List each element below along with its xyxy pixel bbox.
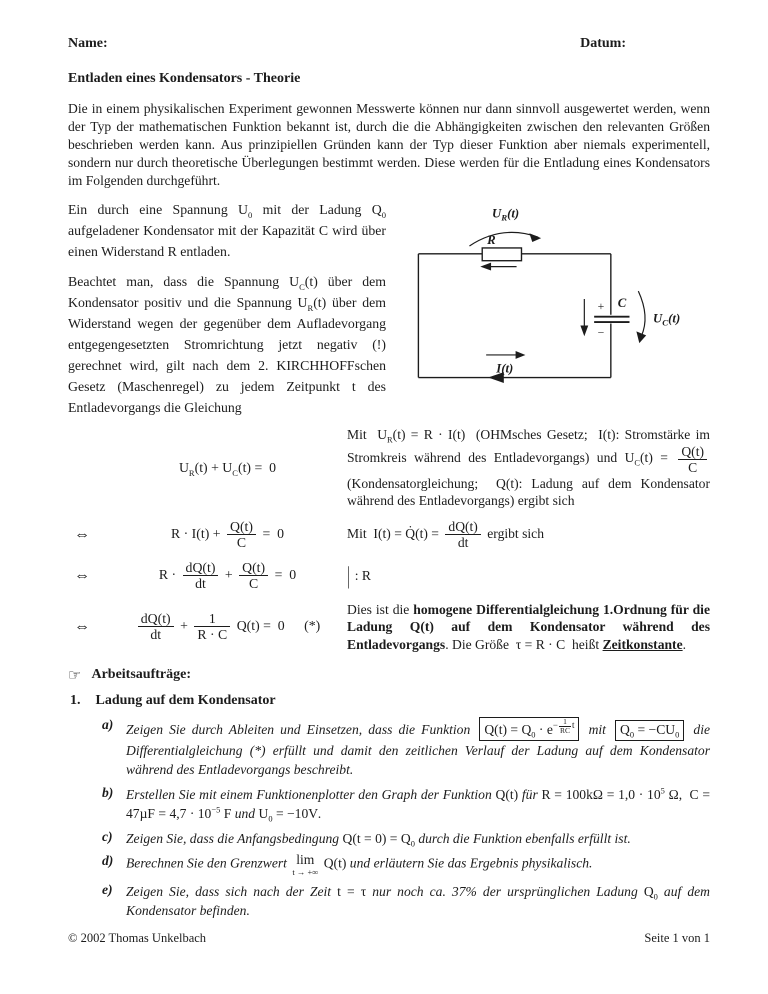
eq3-plus: + xyxy=(224,566,233,582)
fraction-dq-dt xyxy=(138,611,174,643)
item-c-text-2: durch die Funktion ebenfalls erfüllt ist. xyxy=(418,830,631,846)
resistor-label: R xyxy=(487,233,496,248)
equation-4 xyxy=(120,611,335,643)
item-c-text-1: Zeigen Sie, dass die Anfangsbedingung xyxy=(126,830,340,846)
item-e-text-2: nur noch ca. 37% der ursprünglichen Ladung xyxy=(372,883,638,899)
item-b-text-3: und xyxy=(234,806,256,822)
formula-lead: $Q(t) = Q_0 \cdot e$ xyxy=(484,722,553,740)
exponent-minus: − xyxy=(552,720,558,731)
fraction-q-over-c xyxy=(227,519,256,551)
exponent xyxy=(553,718,575,734)
circuit-wires xyxy=(418,254,610,378)
fraction-denominator: C xyxy=(249,576,259,592)
fraction-one-over-rc xyxy=(194,611,230,643)
fraction-dq-dt xyxy=(183,560,219,592)
paragraph-capacitor-charge: Ein durch eine Spannung $U_0$ mit der Ladung $Q_0$ aufgeladener Kondensator mit der Kapazität C wird über einen Widerstand R entladen. xyxy=(68,202,387,259)
capacitor-arrowhead-icon xyxy=(580,326,588,337)
fraction-denominator: C xyxy=(236,535,247,551)
section-1-heading xyxy=(68,693,710,709)
math-t-tau: t = τ xyxy=(337,883,367,899)
eq3-tail: = 0 xyxy=(274,566,297,582)
item-a-text-2: mit xyxy=(588,722,606,738)
exponent-t: t xyxy=(571,720,575,731)
item-label: a) xyxy=(102,717,114,733)
fraction-denominator: dt xyxy=(195,576,206,592)
item-a-text-1: Zeigen Sie durch Ableiten und Einsetzen, dass die Funktion xyxy=(126,722,471,738)
eq4-tail: Q(t) = 0 xyxy=(236,618,285,634)
two-column-section xyxy=(68,199,710,418)
item-text xyxy=(126,785,710,824)
fraction-dq-dt xyxy=(445,519,480,550)
pointing-hand-icon: ☞ xyxy=(68,666,82,685)
fraction-q-over-c xyxy=(678,444,707,475)
exponent-fraction xyxy=(559,718,571,734)
section-title: Ladung auf dem Kondensator xyxy=(95,693,276,709)
derivation-conclusion xyxy=(347,601,710,654)
item-b-text-1: Erstellen Sie mit einem Funktionenplotter den Graph der Funktion xyxy=(126,786,492,802)
fraction-numerator: Q(t) xyxy=(227,519,256,535)
ur-label: $U_R(t)$ xyxy=(492,206,520,223)
limit-subscript: t → +∞ xyxy=(292,866,319,877)
fraction-denominator: dt xyxy=(457,535,469,551)
conclusion-text: . Die Größe τ = R · C heißt xyxy=(445,636,603,652)
item-b-period: . xyxy=(318,806,322,822)
capacitor-label: C xyxy=(617,295,627,310)
fraction-numerator: 1 xyxy=(559,718,571,727)
math-initial-condition: $Q(t = 0) = Q_0$ xyxy=(342,830,415,849)
math-values: $R = 100k\Omega = 1,0 \cdot 10^5$ Ω, $C = 47\mu F = 4,7 \cdot 10^{-5}$ F xyxy=(126,785,711,822)
conclusion-text: . xyxy=(682,636,687,652)
uc-arc-arrow xyxy=(638,291,645,336)
fraction-numerator: Q(t) xyxy=(239,560,268,576)
item-e-text-1: Zeigen Sie, dass sich nach der Zeit xyxy=(126,883,332,899)
item-text xyxy=(126,853,710,876)
eq3-lead: R · xyxy=(158,566,177,582)
fraction-denominator: R · C xyxy=(197,627,228,643)
derivation-note-1 xyxy=(347,426,710,510)
math-qt: Q(t) xyxy=(323,855,347,871)
note1-before: Mit $U_R(t) = R \cdot I(t)$ (OHMsches Gesetz; I(t): Stromstärke im Stromkreis während des Entladevorgangs) und $U_C(t)$ = xyxy=(347,427,710,469)
page-title: Entladen eines Kondensators - Theorie xyxy=(68,71,301,86)
tasks-heading-label: Arbeitsaufträge: xyxy=(91,667,191,683)
fraction-numerator: dQ(t) xyxy=(445,519,480,535)
circuit-svg xyxy=(386,199,710,399)
item-label: e) xyxy=(102,881,113,897)
left-text-column xyxy=(68,199,386,418)
boxed-formula-q0: $Q_0 = -CU_0$ xyxy=(615,720,684,741)
note2-after: ergibt sich xyxy=(487,526,545,541)
fraction-denominator: RC xyxy=(559,725,570,735)
task-item-d xyxy=(102,853,710,876)
section-number: 1. xyxy=(70,693,81,709)
resistor-arrowhead-icon xyxy=(480,263,491,271)
time-constant-term: Zeitkonstante xyxy=(602,636,683,652)
item-d-text-1: Berechnen Sie den Grenzwert xyxy=(126,855,287,871)
header-row xyxy=(68,36,710,52)
item-label: b) xyxy=(102,784,114,800)
math-qt: Q(t) xyxy=(495,786,519,802)
item-text xyxy=(126,829,710,849)
eq2-lead: R · I(t) + xyxy=(170,526,221,542)
uc-label: $U_C(t)$ xyxy=(653,311,681,328)
limit-notation xyxy=(292,853,318,876)
task-list xyxy=(68,717,710,920)
item-a-text-3: die Differentialgleichung (*) erfüllt und damit den zeitlichen Verlauf der Ladung auf dem Kondensator während des Entladevorgangs beschreibt. xyxy=(126,722,711,778)
equation-2 xyxy=(120,519,335,551)
item-label: c) xyxy=(102,828,113,844)
derivation-note-2 xyxy=(347,519,710,550)
item-label: d) xyxy=(102,853,114,869)
minus-sign: − xyxy=(597,326,605,340)
conclusion-bold: homogene Differentialgleichung 1.Ordnung für die Ladung Q(t) auf dem Kondensator während des Entladevorgangs xyxy=(347,601,710,652)
equation-star-marker: (*) xyxy=(304,618,321,634)
boxed-formula-qt xyxy=(479,717,579,741)
name-label: Name: xyxy=(68,36,108,51)
fraction-denominator: dt xyxy=(150,627,162,643)
fraction-numerator: 1 xyxy=(194,611,230,627)
equivalence-arrow: ⇔ xyxy=(74,525,90,543)
note1-after: (Kondensatorgleichung; Q(t): Ladung auf dem Kondensator während des Entladevorgangs) ergibt sich xyxy=(347,475,710,509)
limit-word: lim xyxy=(296,852,315,868)
fraction-numerator: dQ(t) xyxy=(183,560,219,576)
bottom-arrowhead-icon xyxy=(516,351,526,359)
date-label: Datum: xyxy=(580,36,626,51)
intro-paragraph: Die in einem physikalischen Experiment gewonnen Messwerte können nur dann sinnvoll ausgewertet werden, wenn der Typ der mathematischen Funktion bekannt ist, durch die die Abhängigkeiten zwischen den relevanten Größen beschrieben werden kann. Aus prinzipiellen Gründen kann der Typ dieser Funktion aber niemals experimentell, sondern nur durch theoretische Überlegungen bestimmt werden. Diese werden für die Entladung eines Kondensators im Folgenden durchgeführt. xyxy=(68,101,710,188)
note2-before: Mit I(t) = Q̇(t) = xyxy=(347,526,439,541)
conclusion-text: Dies ist die xyxy=(347,601,414,617)
uc-arrowhead-icon xyxy=(636,331,646,343)
page-footer xyxy=(68,931,710,946)
fraction-numerator: Q(t) xyxy=(678,444,707,460)
item-e-text-3: auf dem Kondensator befinden. xyxy=(126,883,710,919)
copyright-text: © 2002 Thomas Unkelbach xyxy=(68,931,207,945)
task-item-c xyxy=(102,829,710,849)
fraction-numerator: dQ(t) xyxy=(138,611,174,627)
math-u0: $U_0 = -10V$ xyxy=(258,806,319,825)
eq2-tail: = 0 xyxy=(262,526,285,542)
paragraph-kirchhoff: Beachtet man, dass die Spannung $U_C(t)$ über dem Kondensator positiv und die Spannung $U_R(t)$ über dem Widerstand wegen der gegenüber dem Aufladevorgang entgegengesetzten Stromrichtung jetzt negativ (!) gerechnet wird, gilt nach dem 2. KIRCHHOFFschen Gesetz (Maschenregel) zu jedem Zeitpunkt t des Entladevorgangs die Gleichung xyxy=(68,274,386,415)
equation-1: $U_R(t) + U_C(t) = 0$ xyxy=(178,459,277,478)
derivation-note-3 xyxy=(347,561,710,589)
item-b-text-2: für xyxy=(521,786,538,802)
task-item-b xyxy=(102,785,710,824)
plus-sign: + xyxy=(597,299,605,313)
item-d-text-2: und erläutern Sie das Ergebnis physikalisch. xyxy=(349,855,593,871)
tasks-heading xyxy=(68,666,710,684)
page-number: Seite 1 von 1 xyxy=(644,931,710,945)
item-text xyxy=(126,717,710,780)
divide-by-r: : R xyxy=(354,568,371,583)
resistor-symbol xyxy=(482,248,521,261)
equivalence-arrow: ⇔ xyxy=(74,566,90,584)
current-label: I(t) xyxy=(496,361,514,376)
ur-arc-arrow xyxy=(469,232,538,246)
task-item-e xyxy=(102,882,710,921)
fraction-denominator: C xyxy=(688,459,698,475)
circuit-diagram xyxy=(386,199,710,418)
derivation-grid xyxy=(68,426,710,653)
ur-arrowhead-icon xyxy=(529,233,541,242)
equivalence-arrow: ⇔ xyxy=(74,617,90,635)
eq4-plus: + xyxy=(180,618,188,634)
equation-3 xyxy=(120,560,335,592)
fraction-q-over-c xyxy=(239,560,268,592)
task-item-a xyxy=(102,717,710,780)
math-q0: $Q_0$ xyxy=(643,883,658,902)
item-text xyxy=(126,882,710,921)
divide-bar: | xyxy=(347,561,350,589)
